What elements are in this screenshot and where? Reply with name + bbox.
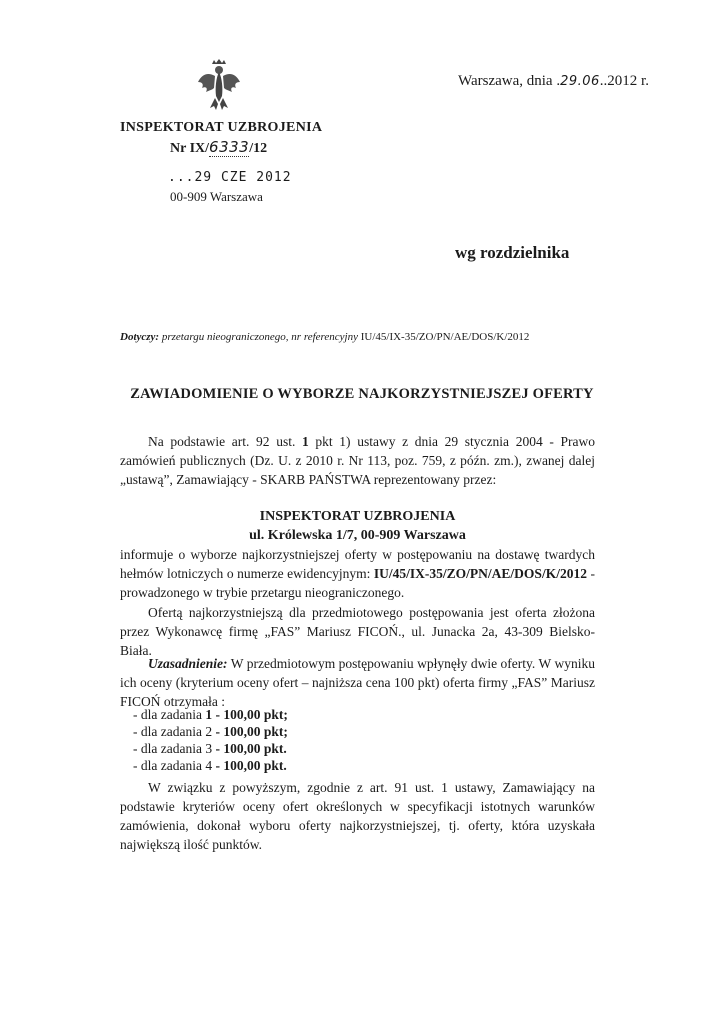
- paragraph-conclusion: W związku z powyższym, zgodnie z art. 91 ust. 1 ustawy, Zamawiający na podstawie kryteriów oceny ofert określonych w specyfikacji istotnych warunków zamówienia, dokonał wyboru oferty najkorzystniejszej, tj. oferty, która uzyskała największą ilość punktów.: [120, 780, 595, 852]
- justification-label: Uzasadnienie:: [148, 656, 228, 671]
- ref-prefix: Nr IX/: [170, 141, 210, 156]
- paragraph-winning-offer: Ofertą najkorzystniejszą dla przedmiotowego postępowania jest oferta złożona przez Wykonawcę firmę „FAS” Mariusz FICOŃ., ul. Junacka 2a, 43-309 Bielsko-Biała.: [120, 605, 595, 658]
- regarding-label: Dotyczy:: [120, 331, 160, 343]
- p2-text-a: informuje o wyborze najkorzystniejszej oferty w postępowaniu na dostawę twardych hełmów lotniczych o numerze ewidencyjnym:: [120, 547, 595, 581]
- place-date-suffix: ..2012 r.: [599, 73, 649, 89]
- score-item: - dla zadania 2 - 100,00 pkt;: [133, 724, 288, 739]
- score-item: - dla zadania 3 - 100,00 pkt.: [133, 741, 287, 756]
- ref-suffix: /12: [249, 141, 268, 156]
- p2-reference: IU/45/IX-35/ZO/PN/AE/DOS/K/2012: [373, 566, 587, 581]
- paragraph-legal-basis: [120, 432, 595, 489]
- institution-name: INSPEKTORAT UZBROJENIA: [120, 120, 323, 135]
- paragraph-decision: [120, 545, 595, 602]
- date-stamp: ...29 CZE 2012: [168, 170, 292, 185]
- reference-number: [170, 138, 267, 157]
- regarding-reference: IU/45/IX-35/ZO/PN/AE/DOS/K/2012: [360, 331, 530, 343]
- p1-text-a: Na podstawie art. 92 ust.: [148, 434, 302, 449]
- address-institution: INSPEKTORAT UZBROJENIA: [259, 509, 456, 524]
- addressee: wg rozdzielnika: [455, 243, 570, 262]
- handwritten-ref-number: 6333: [209, 138, 250, 156]
- score-item: - dla zadania 4 - 100,00 pkt.: [133, 758, 287, 773]
- scores-list: [133, 706, 288, 774]
- justification-text: W przedmiotowym postępowaniu wpłynęły dwie oferty. W wyniku ich oceny (kryterium oceny ofert – najniższa cena 100 pkt) oferta firmy „FAS” Mariusz FICOŃ otrzymała :: [120, 656, 595, 709]
- postal-address: 00-909 Warszawa: [170, 189, 263, 204]
- place-date-prefix: Warszawa, dnia .: [458, 73, 561, 89]
- institution-address-block: [120, 507, 595, 545]
- handwritten-date: 29.06: [560, 74, 600, 89]
- eagle-emblem-icon: [196, 58, 242, 112]
- regarding-text: przetargu nieograniczonego, nr referencyjny: [159, 331, 361, 343]
- document-title: ZAWIADOMIENIE O WYBORZE NAJKORZYSTNIEJSZEJ OFERTY: [130, 386, 594, 402]
- regarding-line: [120, 331, 529, 343]
- place-date: [458, 73, 649, 90]
- p1-bold: 1: [302, 434, 309, 449]
- p1-text-b: pkt 1) ustawy z dnia 29 stycznia 2004 - Prawo zamówień publicznych (Dz. U. z 2010 r. Nr 113, poz. 759, z późn. zm.), zwanej dalej „ustawą”, Zamawiający - SKARB PAŃSTWA reprezentowany przez:: [120, 434, 595, 487]
- p2-text-b: - prowadzonego w trybie przetargu nieograniczonego.: [120, 566, 595, 600]
- paragraph-justification: [120, 654, 595, 711]
- score-item: - dla zadania 1 - 100,00 pkt;: [133, 707, 288, 722]
- address-street: ul. Królewska 1/7, 00-909 Warszawa: [249, 528, 466, 543]
